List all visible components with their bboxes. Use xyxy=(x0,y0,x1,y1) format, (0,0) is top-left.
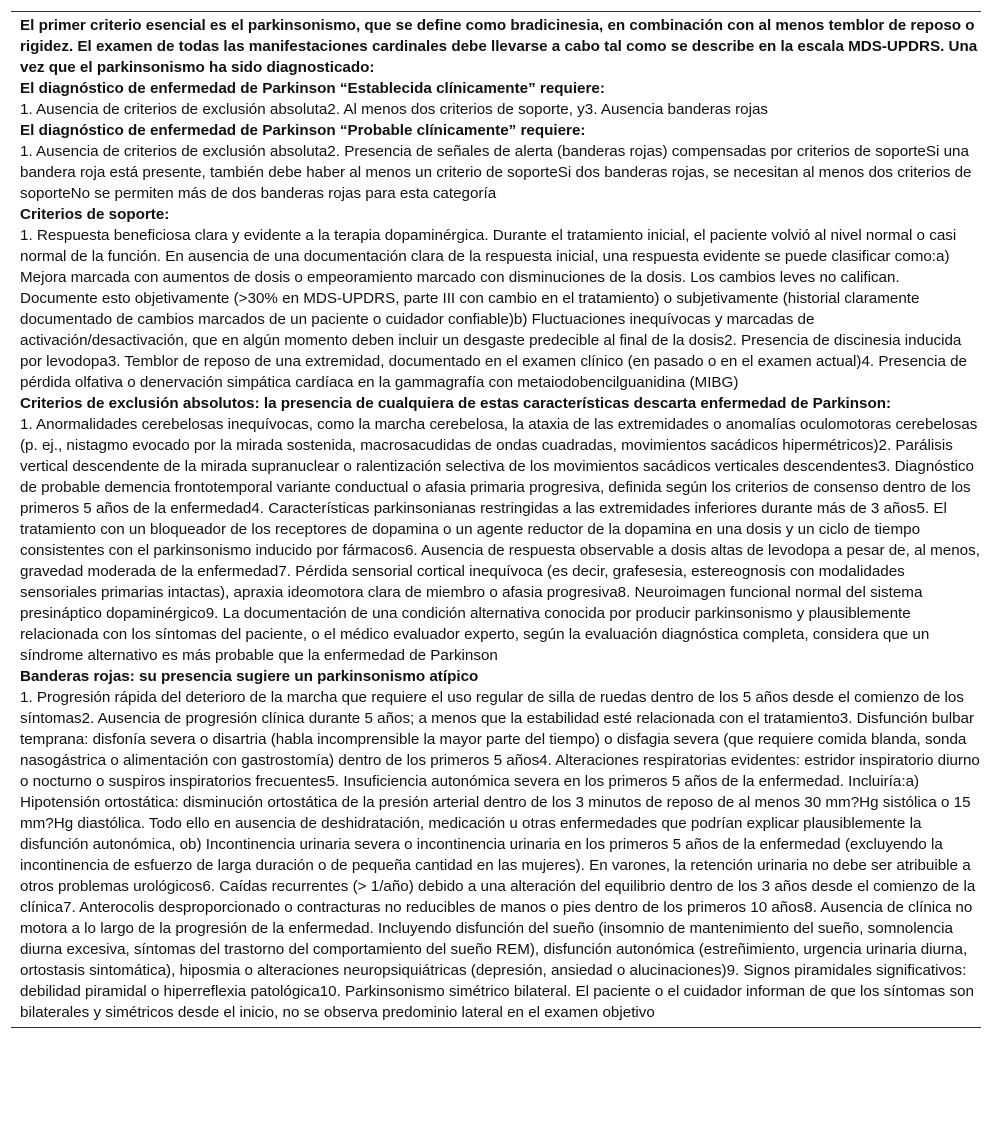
section-heading-red-flags: Banderas rojas: su presencia sugiere un parkinsonismo atípico xyxy=(20,668,479,685)
section-body-support-criteria: 1. Respuesta beneficiosa clara y evidente a la terapia dopaminérgica. Durante el tratamiento inicial, el paciente volvió al nivel normal o casi normal de la función. En ausencia de una documentación clara de la respuesta inicial, una respuesta evidente se puede clasificar como:a) Mejora marcada con aumentos de dosis o empeoramiento marcado con disminuciones de la dosis. Los cambios leves no califican. Documente esto objetivamente (>30% en MDS-UPDRS, parte III con cambio en el tratamiento) o subjetivamente (historial claramente documentado de cambios marcados de un paciente o cuidador confiable)b) Fluctuaciones inequívocas y marcadas de activación/desactivación, que en algún momento deben incluir un desgaste predecible al final de la dosis2. Presencia de discinesia inducida por levodopa3. Temblor de reposo de una extremidad, documentado en el examen clínico (en pasado o en el examen actual)4. Presencia de pérdida olfativa o denervación simpática cardíaca en la gammagrafía con metaiodobencilguanidina (MIBG) xyxy=(20,227,968,391)
section-heading-probable: El diagnóstico de enfermedad de Parkinson “Probable clínicamente” requiere: xyxy=(20,122,586,139)
section-body-red-flags: 1. Progresión rápida del deterioro de la marcha que requiere el uso regular de silla de ruedas dentro de los 5 años desde el comienzo de los síntomas2. Ausencia de progresión clínica durante 5 años; a menos que la estabilidad esté relacionada con el tratamiento3. Disfunción bulbar temprana: disfonía severa o disartria (habla incomprensible la mayor parte del tiempo) o disfagia severa (que requiere comida blanda, sonda nasogástrica o alimentación con gastrostomía) dentro de los primeros 5 años4. Alteraciones respiratorias evidentes: estridor inspiratorio diurno o nocturno o suspiros inspiratorios frecuentes5. Insuficiencia autonómica severa en los primeros 5 años de la enfermedad. Incluiría:a) Hipotensión ortostática: disminución ortostática de la presión arterial dentro de los 3 minutos de reposo de al menos 30 mm?Hg sistólica o 15 mm?Hg diastólica. Todo ello en ausencia de deshidratación, medicación u otras enfermedades que podrían explicar plausiblemente la disfunción autonómica, ob) Incontinencia urinaria severa o incontinencia urinaria en los primeros 5 años de la enfermedad (excluyendo la incontinencia de esfuerzo de larga duración o de pequeña cantidad en las mujeres). En varones, la retención urinaria no debe ser atribuible a otros problemas urológicos6. Caídas recurrentes (> 1/año) debido a una alteración del equilibrio dentro de los 3 años desde el comienzo de la clínica7. Anterocolis desproporcionado o contracturas no reducibles de manos o pies dentro de los primeros 10 años8. Ausencia de clínica no motora a lo largo de la progresión de la enfermedad. Incluyendo disfunción del sueño (insomnio de mantenimiento del sueño, somnolencia diurna excesiva, síntomas del trastorno del comportamiento del sueño REM), disfunción autonómica (estreñimiento, urgencia urinaria diurna, ortostasis sintomática), hiposmia o alteraciones neuropsiquiátricas (depresión, ansiedad o alucinaciones)9. Signos piramidales significativos: debilidad piramidal o hiperreflexia patológica10. Parkinsonismo simétrico bilateral. El paciente o el cuidador informan de que los síntomas son bilaterales y simétricos desde el inicio, no se observa predominio lateral en el examen objetivo xyxy=(20,689,980,1021)
section-heading-exclusion-criteria: Criterios de exclusión absolutos: la presencia de cualquiera de estas características descarta enfermedad de Parkinson: xyxy=(20,395,892,412)
criteria-table xyxy=(11,11,981,1028)
intro-paragraph: El primer criterio esencial es el parkinsonismo, que se define como bradicinesia, en combinación con al menos temblor de reposo o rigidez. El examen de todas las manifestaciones cardinales debe llevarse a cabo tal como se describe en la escala MDS-UPDRS. Una vez que el parkinsonismo ha sido diagnosticado: xyxy=(20,17,978,76)
section-heading-support-criteria: Criterios de soporte: xyxy=(20,206,170,223)
section-body-exclusion-criteria: 1. Anormalidades cerebelosas inequívocas, como la marcha cerebelosa, la ataxia de las extremidades o anomalías oculomotoras cerebelosas (p. ej., nistagmo evocado por la mirada sostenida, macrosacudidas de ondas cuadradas, movimientos sacádicos hipermétricos)2. Parálisis vertical descendente de la mirada supranuclear o ralentización selectiva de los movimientos sacádicos verticales descendentes3. Diagnóstico de probable demencia frontotemporal variante conductual o afasia primaria progresiva, definida según los criterios de consenso dentro de los primeros 5 años de la enfermedad4. Características parkinsonianas restringidas a las extremidades inferiores durante más de 3 años5. El tratamiento con un bloqueador de los receptores de dopamina o un agente reductor de la dopamina en una dosis y un ciclo de tiempo consistentes con el parkinsonismo inducido por fármacos6. Ausencia de respuesta observable a dosis altas de levodopa a pesar de, al menos, gravedad moderada de la enfermedad7. Pérdida sensorial cortical inequívoca (es decir, grafesesia, estereognosis con modalidades sensoriales primarias intactas), apraxia ideomotora clara de miembro o afasia progresiva8. Neuroimagen funcional normal del sistema presináptico dopaminérgico9. La documentación de una condición alternativa conocida por producir parkinsonismo y plausiblemente relacionada con los síntomas del paciente, o el médico evaluador experto, según la evaluación diagnóstica completa, considera que un síndrome alternativo es más probable que la enfermedad de Parkinson xyxy=(20,416,980,664)
section-body-established: 1. Ausencia de criterios de exclusión absoluta2. Al menos dos criterios de soporte, y3. Ausencia banderas rojas xyxy=(20,101,768,118)
section-heading-established: El diagnóstico de enfermedad de Parkinson “Establecida clínicamente” requiere: xyxy=(20,80,605,97)
section-body-probable: 1. Ausencia de criterios de exclusión absoluta2. Presencia de señales de alerta (banderas rojas) compensadas por criterios de soporteSi una bandera roja está presente, también debe haber al menos un criterio de soporteSi dos banderas rojas, se necesitan al menos dos criterios de soporteNo se permiten más de dos banderas rojas para esta categoría xyxy=(20,143,972,202)
